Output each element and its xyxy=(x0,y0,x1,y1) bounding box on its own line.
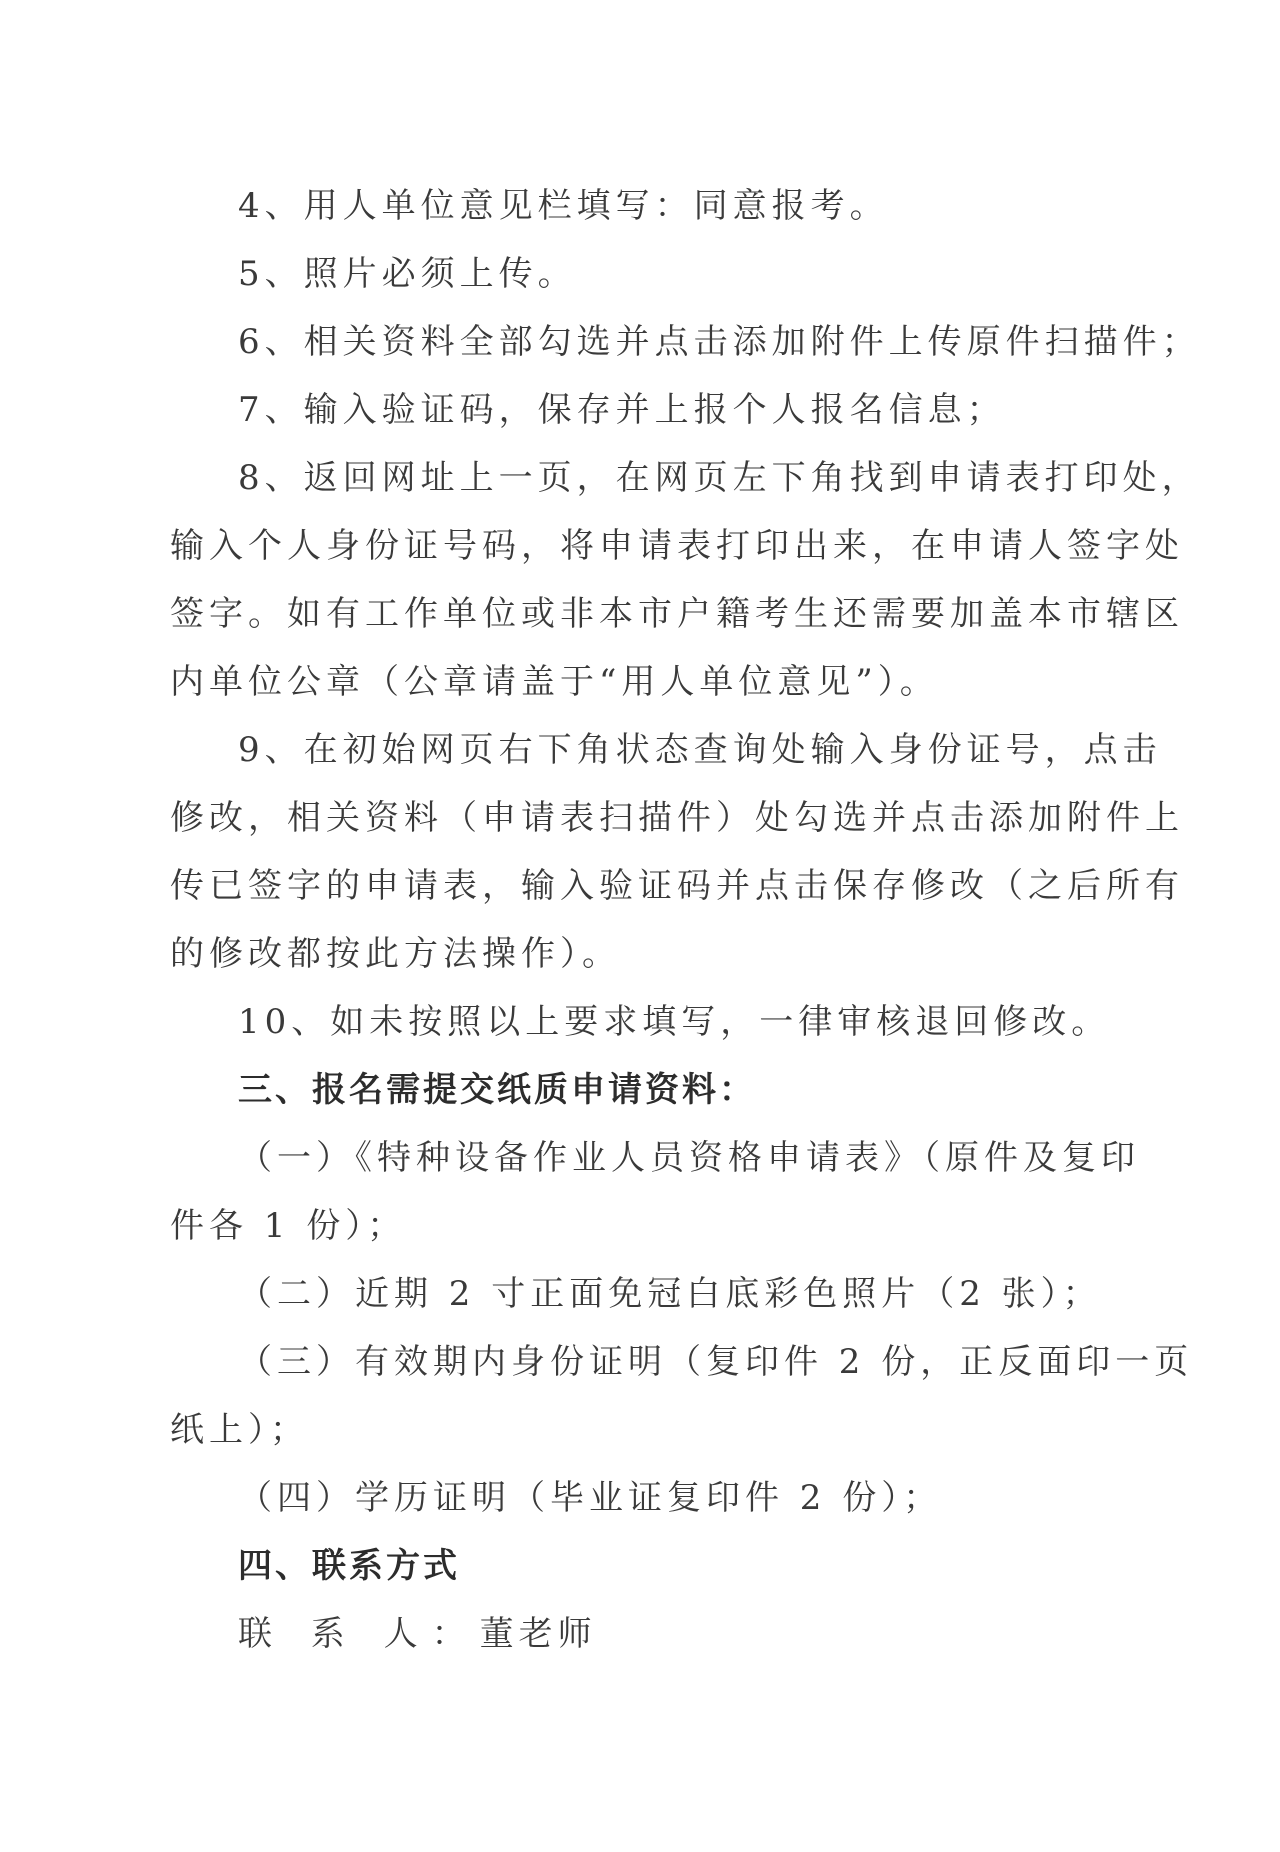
item-8-line-2: 输入个人身份证号码，将申请表打印出来，在申请人签字处 xyxy=(170,526,1184,566)
material-1-line-2: 件各 1 份）； xyxy=(170,1206,407,1246)
item-9-line-2: 修改，相关资料（申请表扫描件）处勾选并点击添加附件上 xyxy=(170,798,1184,838)
contact-label: 联 系 人： xyxy=(238,1614,480,1654)
material-4: （四）学历证明（毕业证复印件 2 份）； xyxy=(238,1478,943,1518)
item-8-line-4: 内单位公章（公章请盖于“用人单位意见”）。 xyxy=(170,662,939,702)
contact-line xyxy=(238,1614,1070,1654)
material-2: （二）近期 2 寸正面免冠白底彩色照片（2 张）； xyxy=(238,1274,1102,1314)
section-3-heading: 三、报名需提交纸质申请资料： xyxy=(238,1070,756,1110)
material-3-line-1: （三）有效期内身份证明（复印件 2 份，正反面印一页 xyxy=(238,1342,1194,1382)
item-6: 6、相关资料全部勾选并点击添加附件上传原件扫描件； xyxy=(238,322,1201,362)
material-1-line-1: （一）《特种设备作业人员资格申请表》（原件及复印 xyxy=(238,1138,1140,1178)
item-9-line-3: 传已签字的申请表，输入验证码并点击保存修改（之后所有 xyxy=(170,866,1184,906)
item-10: 10、如未按照以上要求填写，一律审核退回修改。 xyxy=(238,1002,1111,1042)
item-4: 4、用人单位意见栏填写：同意报考。 xyxy=(238,186,889,226)
contact-value: 董老师 xyxy=(479,1614,597,1654)
section-4-heading: 四、联系方式 xyxy=(238,1546,460,1586)
item-8-line-1: 8、返回网址上一页，在网页左下角找到申请表打印处， xyxy=(238,458,1201,498)
item-9-line-4: 的修改都按此方法操作）。 xyxy=(170,934,621,974)
item-8-line-3: 签字。如有工作单位或非本市户籍考生还需要加盖本市辖区 xyxy=(170,594,1184,634)
material-3-line-2: 纸上）； xyxy=(170,1410,309,1450)
item-7: 7、输入验证码，保存并上报个人报名信息； xyxy=(238,390,1006,430)
item-5: 5、照片必须上传。 xyxy=(238,254,577,294)
item-9-line-1: 9、在初始网页右下角状态查询处输入身份证号，点击 xyxy=(238,730,1162,770)
